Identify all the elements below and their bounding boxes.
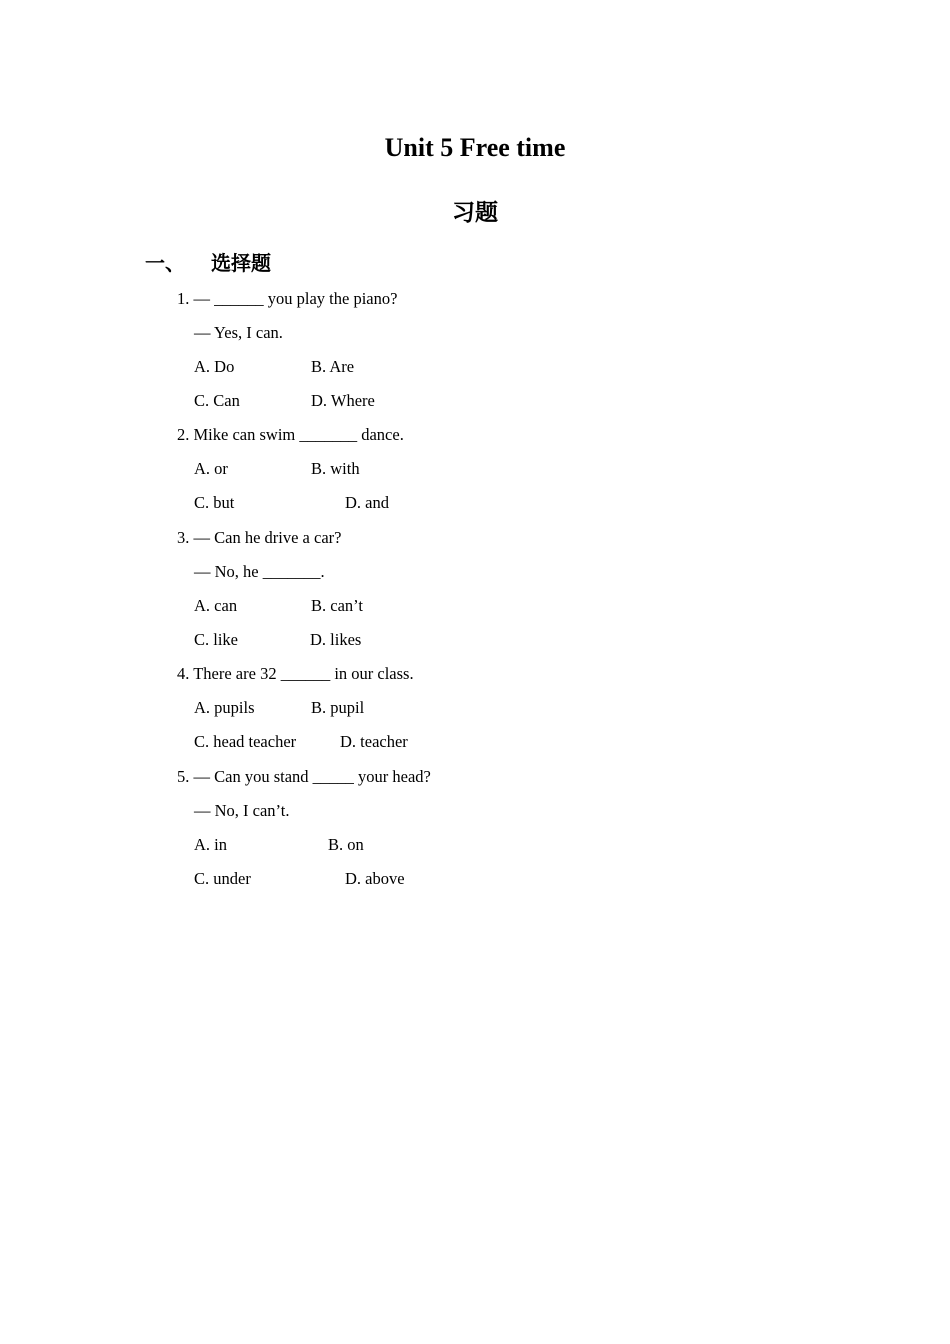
option-b: B. on <box>328 835 364 854</box>
option-c: C. Can <box>194 391 240 410</box>
question-5-reply: — No, I can’t. <box>194 801 290 820</box>
section-number: 一、 <box>145 251 185 275</box>
option-d: D. above <box>345 869 405 888</box>
question-3-stem: 3. — Can he drive a car? <box>177 528 342 547</box>
page-title: Unit 5 Free time <box>384 133 566 162</box>
question-1-reply: — Yes, I can. <box>194 323 283 342</box>
option-a: A. can <box>194 596 238 615</box>
option-c: C. but <box>194 493 235 512</box>
option-d: D. likes <box>310 630 362 649</box>
section-heading <box>145 248 271 278</box>
option-d: D. Where <box>311 391 375 410</box>
option-d: D. and <box>345 493 389 512</box>
page-subtitle: 习题 <box>452 200 498 226</box>
option-a: A. in <box>194 835 227 854</box>
question-2-stem: 2. Mike can swim _______ dance. <box>177 425 404 444</box>
option-b: B. can’t <box>311 596 363 615</box>
section-label: 选择题 <box>211 251 271 275</box>
option-c: C. like <box>194 630 238 649</box>
option-c: C. head teacher <box>194 732 297 751</box>
option-c: C. under <box>194 869 251 888</box>
option-b: B. pupil <box>311 698 365 717</box>
option-d: D. teacher <box>340 732 408 751</box>
question-4-stem: 4. There are 32 ______ in our class. <box>177 664 414 683</box>
question-3-reply: — No, he _______. <box>194 562 325 581</box>
option-a: A. Do <box>194 357 235 376</box>
option-a: A. pupils <box>194 698 255 717</box>
option-b: B. Are <box>311 357 355 376</box>
question-1-stem: 1. — ______ you play the piano? <box>177 289 398 308</box>
option-a: A. or <box>194 459 228 478</box>
option-b: B. with <box>311 459 360 478</box>
question-5-stem: 5. — Can you stand _____ your head? <box>177 767 431 786</box>
